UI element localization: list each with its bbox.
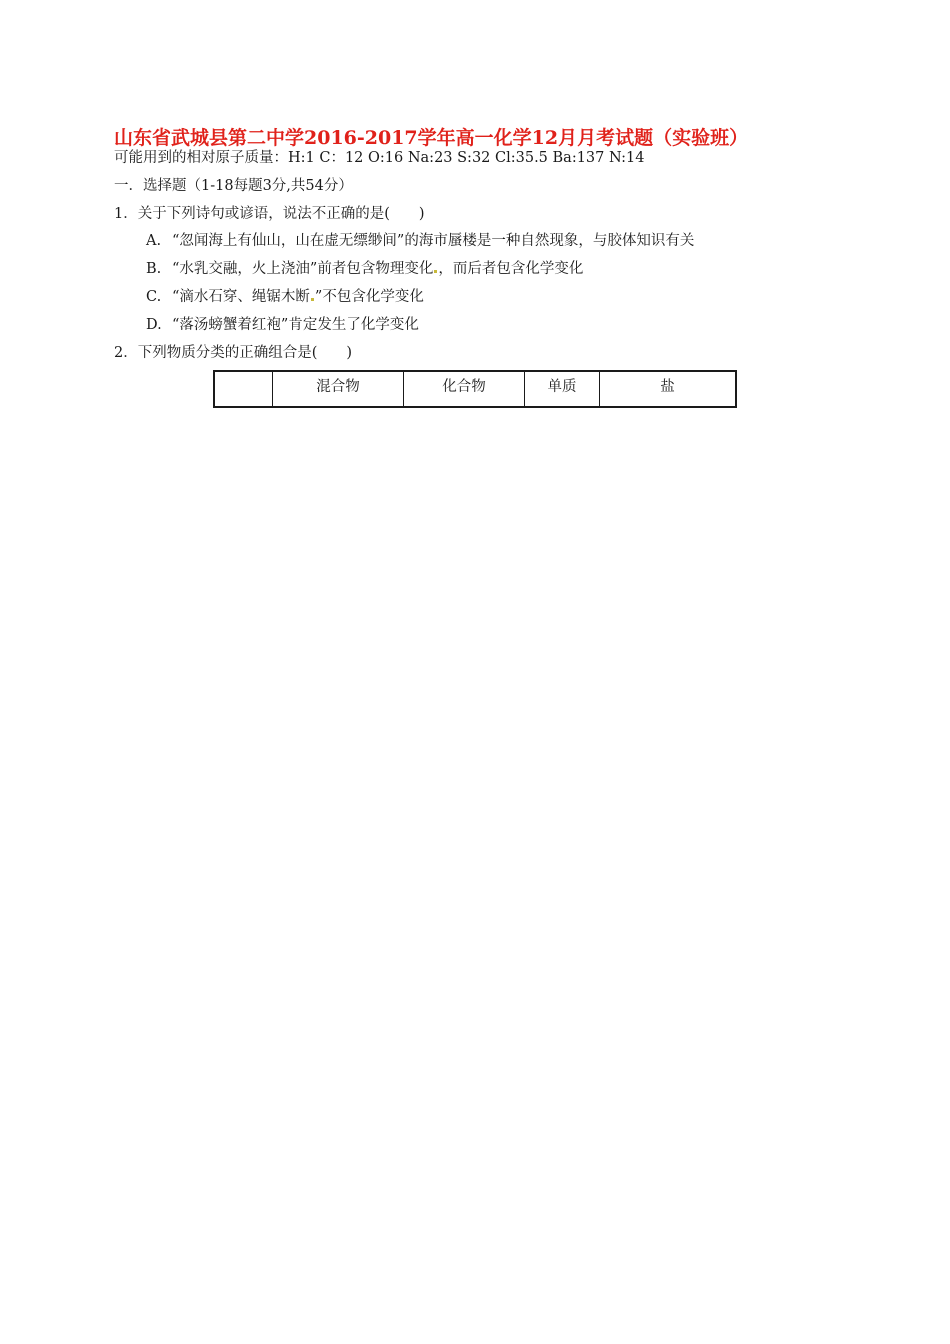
option-text-part-2: ，而后者包含化学变化: [438, 261, 584, 277]
table-header-cell-blank: [214, 371, 273, 407]
section-heading: 一．选择题（1-18每题3分,共54分）: [114, 178, 353, 194]
option-text-part-1: “水乳交融，火上浇油”前者包含物理变化: [172, 261, 434, 277]
option-letter: D.: [146, 317, 162, 333]
question-1-option-c: [146, 288, 424, 306]
option-text: “忽闻海上有仙山，山在虚无缥缈间”的海市蜃楼是一种自然现象，与胶体知识有关: [172, 233, 695, 249]
question-1-option-a: [146, 232, 694, 250]
question-1-stem: 1．关于下列诗句或谚语，说法不正确的是( ): [114, 206, 425, 222]
question-2-stem: 2．下列物质分类的正确组合是( ): [114, 345, 353, 361]
classification-table: [213, 370, 737, 408]
option-text: “落汤螃蟹着红袍”肯定发生了化学变化: [172, 317, 419, 333]
exam-title: 山东省武城县第二中学2016-2017学年高一化学12月月考试题（实验班）: [114, 127, 749, 149]
atomic-masses-note: 可能用到的相对原子质量：H:1 C：12 O:16 Na:23 S:32 Cl:35.5 Ba:137 N:14: [114, 150, 645, 166]
question-1-option-b: [146, 260, 583, 278]
table-header-cell-element: 单质: [525, 371, 600, 407]
table-header-cell-mixture: 混合物: [273, 371, 404, 407]
option-letter: B.: [146, 261, 162, 277]
option-letter: C.: [146, 289, 162, 305]
table-header-row: [214, 371, 736, 407]
table-header-cell-compound: 化合物: [404, 371, 525, 407]
table-header-cell-salt: 盐: [600, 371, 737, 407]
question-1-option-d: [146, 316, 419, 334]
option-text-part-2: ”不包含化学变化: [314, 289, 424, 305]
stray-mark-icon: [434, 270, 437, 273]
stray-mark-icon: [311, 298, 314, 301]
option-letter: A.: [146, 233, 162, 249]
option-text-part-1: “滴水石穿、绳锯木断: [172, 289, 310, 305]
